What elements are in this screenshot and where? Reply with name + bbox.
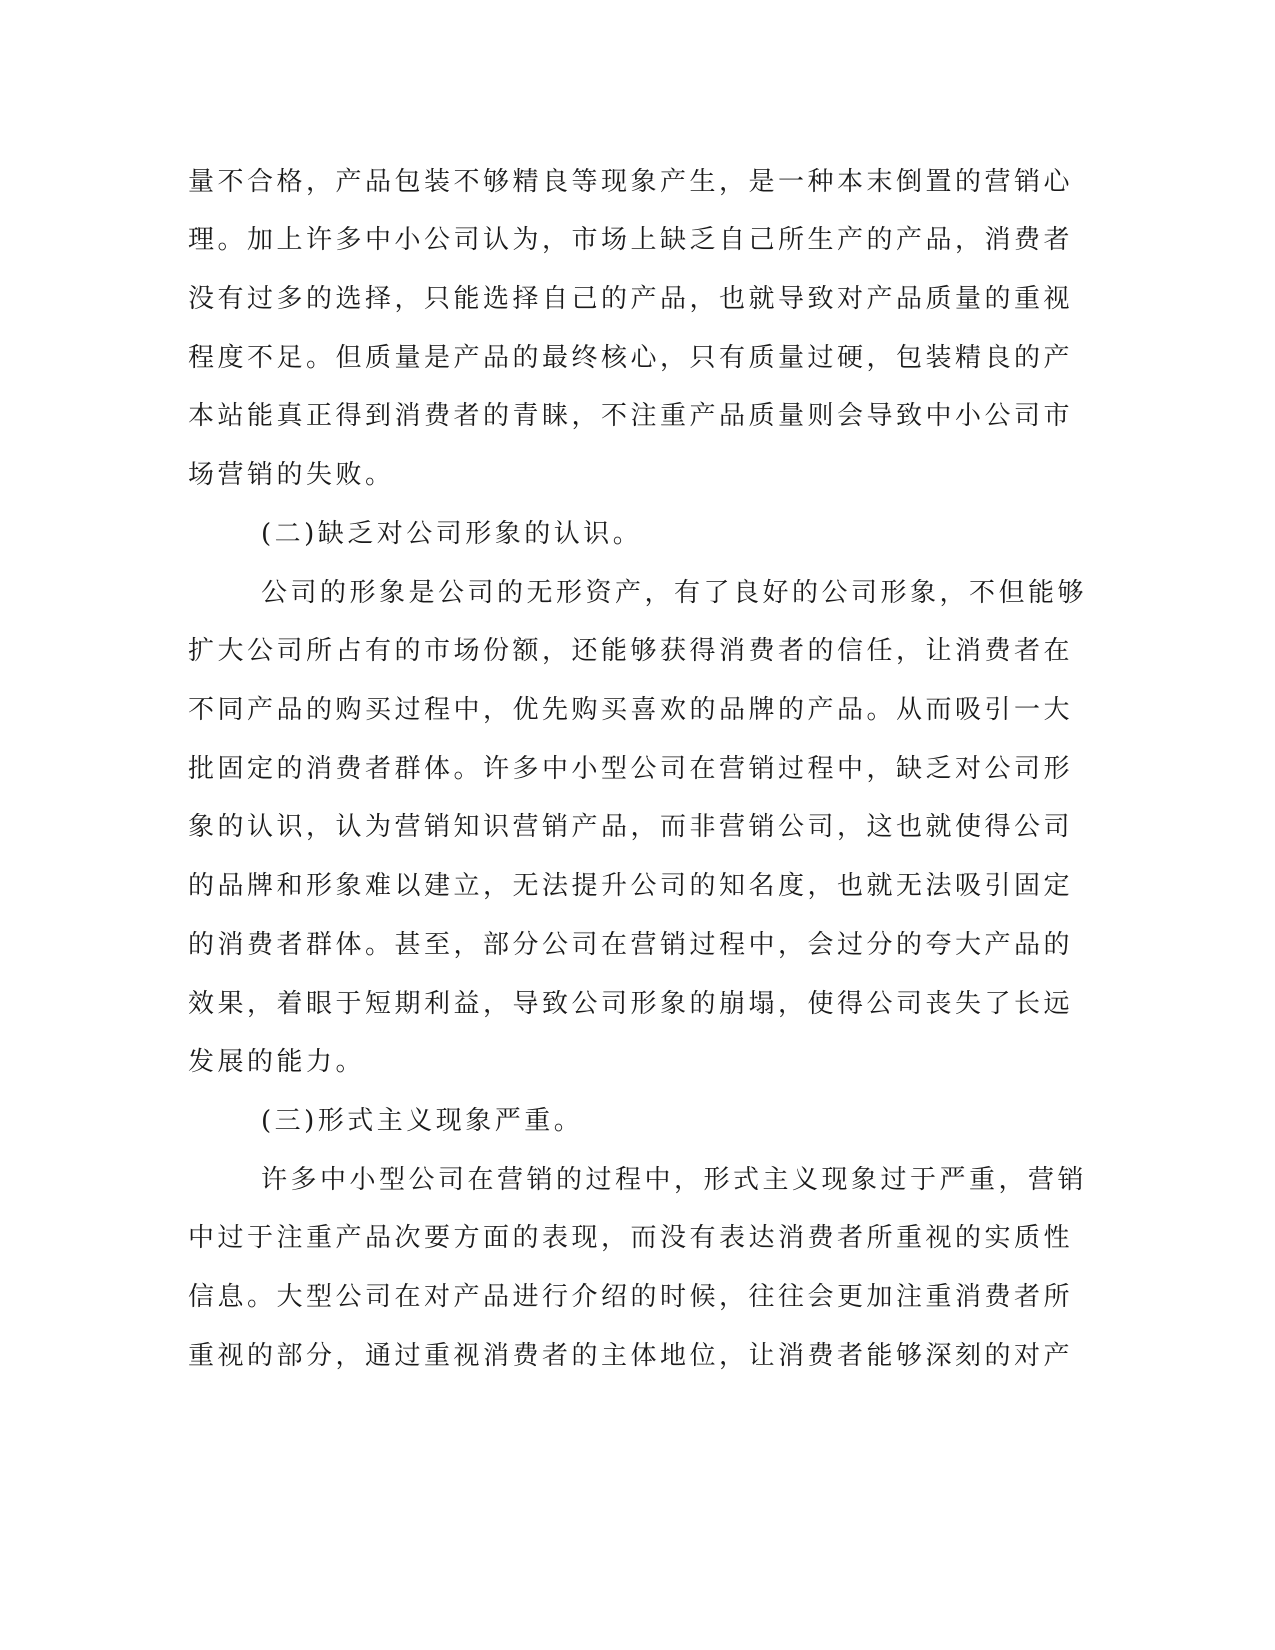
section-heading: (二)缺乏对公司形象的认识。 — [261, 519, 643, 549]
text-line: 没有过多的选择，只能选择自己的产品，也就导致对产品质量的重视 — [188, 284, 1074, 314]
text-line: 本站能真正得到消费者的青睐，不注重产品质量则会导致中小公司市 — [188, 401, 1074, 431]
text-line: 量不合格，产品包装不够精良等现象产生，是一种本末倒置的营销心 — [188, 167, 1074, 197]
text-line: 重视的部分，通过重视消费者的主体地位，让消费者能够深刻的对产 — [188, 1341, 1074, 1371]
text-line: 的品牌和形象难以建立，无法提升公司的知名度，也就无法吸引固定 — [188, 871, 1074, 901]
text-line: 公司的形象是公司的无形资产，有了良好的公司形象，不但能够 — [261, 578, 1088, 608]
section-heading: (三)形式主义现象严重。 — [261, 1106, 584, 1136]
text-line: 不同产品的购买过程中，优先购买喜欢的品牌的产品。从而吸引一大 — [188, 695, 1074, 725]
text-line: 信息。大型公司在对产品进行介绍的时候，往往会更加注重消费者所 — [188, 1282, 1074, 1312]
text-line: 发展的能力。 — [188, 1047, 366, 1077]
text-line: 效果，着眼于短期利益，导致公司形象的崩塌，使得公司丧失了长远 — [188, 989, 1074, 1019]
text-line: 程度不足。但质量是产品的最终核心，只有质量过硬，包装精良的产 — [188, 343, 1074, 373]
text-line: 理。加上许多中小公司认为，市场上缺乏自己所生产的产品，消费者 — [188, 225, 1074, 255]
text-line: 许多中小型公司在营销的过程中，形式主义现象过于严重，营销 — [261, 1165, 1088, 1195]
text-line: 场营销的失败。 — [188, 460, 395, 490]
text-line: 的消费者群体。甚至，部分公司在营销过程中，会过分的夸大产品的 — [188, 930, 1074, 960]
text-line: 中过于注重产品次要方面的表现，而没有表达消费者所重视的实质性 — [188, 1223, 1074, 1253]
text-line: 扩大公司所占有的市场份额，还能够获得消费者的信任，让消费者在 — [188, 636, 1074, 666]
text-line: 批固定的消费者群体。许多中小型公司在营销过程中，缺乏对公司形 — [188, 754, 1074, 784]
text-line: 象的认识，认为营销知识营销产品，而非营销公司，这也就使得公司 — [188, 812, 1074, 842]
